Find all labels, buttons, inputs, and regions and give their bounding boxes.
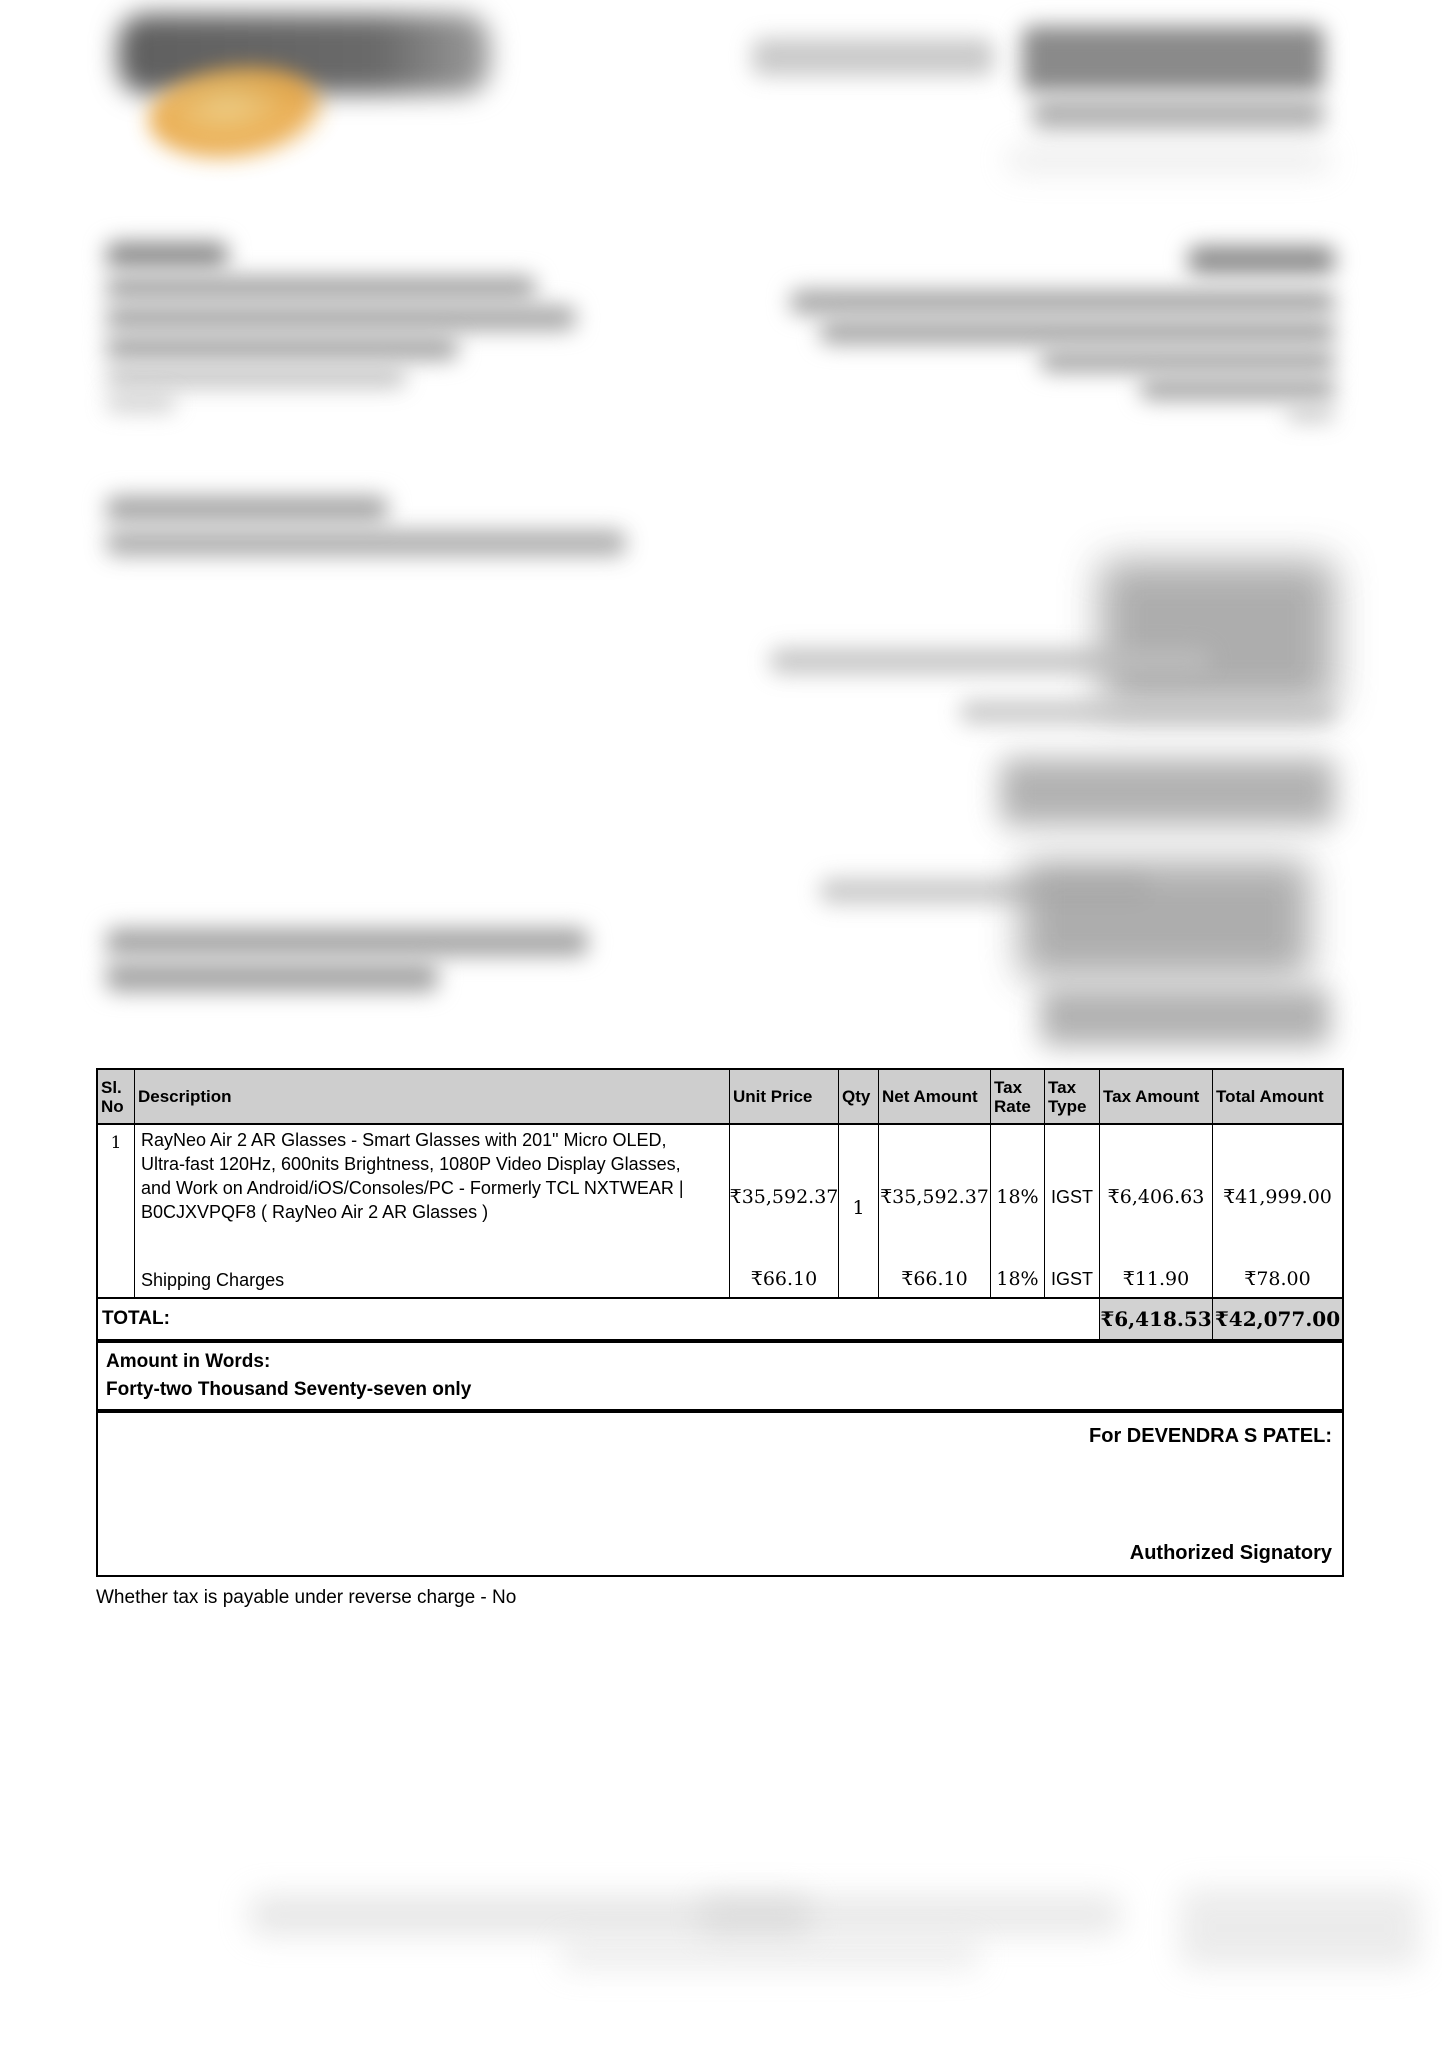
redacted-address-line	[106, 306, 576, 330]
shipping-qty-empty	[839, 1290, 878, 1297]
redacted-address-line	[106, 366, 406, 388]
amount-in-words-label: Amount in Words:	[106, 1351, 271, 1372]
redacted-billing-address-line	[1040, 350, 1335, 372]
redacted-pan-line	[106, 496, 388, 522]
redacted-address-line	[106, 276, 536, 300]
column-header-tax-rate: Tax Rate	[991, 1070, 1045, 1125]
item-tax-amount-cell	[1100, 1125, 1213, 1299]
redacted-gst-line	[106, 530, 626, 556]
column-header-sl-no: Sl. No	[98, 1070, 135, 1125]
total-row-label: TOTAL:	[98, 1299, 1100, 1339]
item-total-amount: ₹41,999.00	[1223, 1185, 1332, 1208]
redacted-shipping-address-line	[960, 700, 1335, 724]
total-grand-amount: ₹42,077.00	[1213, 1299, 1342, 1339]
redacted-order-number-line	[106, 928, 588, 956]
item-unit-price: ₹35,592.37	[729, 1185, 839, 1208]
item-net-amount-cell	[879, 1125, 991, 1299]
item-tax-rate: 18%	[996, 1185, 1039, 1208]
redacted-shipping-address-line	[770, 648, 1210, 674]
item-tax-amount: ₹6,406.63	[1107, 1185, 1205, 1208]
signature-box	[96, 1411, 1344, 1577]
shipping-total-amount: ₹78.00	[1244, 1268, 1311, 1290]
signature-for-label: For DEVENDRA S PATEL:	[1089, 1425, 1332, 1447]
column-header-unit-price: Unit Price	[730, 1070, 839, 1125]
column-header-total-amount: Total Amount	[1213, 1070, 1342, 1125]
item-tax-rate-cell	[991, 1125, 1045, 1299]
redacted-place-of-supply-block	[1000, 758, 1335, 826]
redacted-footer-line	[560, 1940, 980, 1970]
shipping-tax-rate: 18%	[996, 1268, 1039, 1290]
item-qty-cell	[839, 1125, 879, 1299]
total-tax-amount: ₹6,418.53	[1100, 1299, 1213, 1339]
item-tax-type-cell	[1045, 1125, 1100, 1299]
column-header-qty: Qty	[839, 1070, 879, 1125]
column-header-net-amount: Net Amount	[879, 1070, 991, 1125]
item-unit-price-cell	[730, 1125, 839, 1299]
redacted-billing-address-label	[1188, 246, 1335, 274]
redacted-billing-country-line	[1286, 406, 1335, 422]
redacted-address-line	[106, 336, 458, 360]
reverse-charge-note: Whether tax is payable under reverse charge - No	[96, 1587, 517, 1608]
shipping-unit-price: ₹66.10	[750, 1268, 818, 1290]
shipping-tax-type: IGST	[1050, 1269, 1093, 1289]
redacted-billing-address-line	[820, 320, 1335, 344]
redacted-doc-title-line	[752, 38, 994, 76]
redacted-invoice-number-block	[1020, 860, 1310, 978]
redacted-doc-subtitle-line	[1032, 98, 1324, 130]
amount-in-words-value: Forty-two Thousand Seventy-seven only	[106, 1379, 472, 1400]
redacted-footer-line	[700, 1895, 1120, 1935]
item-description-cell	[135, 1125, 730, 1299]
redacted-invoice-date-block	[1040, 988, 1330, 1046]
shipping-tax-amount: ₹11.90	[1122, 1268, 1190, 1290]
amount-in-words-box	[96, 1341, 1344, 1411]
column-header-description: Description	[135, 1070, 730, 1125]
item-qty: 1	[852, 1196, 865, 1219]
shipping-charges-label: Shipping Charges	[141, 1270, 285, 1290]
redacted-sold-by-label	[106, 242, 228, 268]
invoice-content	[96, 1068, 1344, 1609]
item-sl-no: 1	[98, 1125, 135, 1299]
invoice-line-items-table	[96, 1068, 1344, 1341]
redacted-billing-address-line	[1140, 378, 1335, 400]
column-header-tax-type: Tax Type	[1045, 1070, 1100, 1125]
redacted-order-date-line	[106, 962, 438, 992]
item-total-amount-cell	[1213, 1125, 1342, 1299]
redacted-footer-line	[1180, 1888, 1420, 1968]
column-header-tax-amount: Tax Amount	[1100, 1070, 1213, 1125]
item-tax-type: IGST	[1050, 1186, 1093, 1207]
redacted-billing-address-line	[790, 290, 1335, 314]
redacted-doc-subtitle-line	[1008, 148, 1330, 172]
shipping-net-amount: ₹66.10	[901, 1268, 968, 1290]
redacted-doc-title-line	[1022, 26, 1324, 92]
redacted-address-line	[106, 394, 176, 412]
item-net-amount: ₹35,592.37	[880, 1185, 989, 1208]
redacted-shipping-address-block	[1100, 560, 1335, 708]
item-description: RayNeo Air 2 AR Glasses - Smart Glasses with 201" Micro OLED, Ultra-fast 120Hz, 600nits Brightness, 1080P Video Display Glasses, and Work on Android/iOS/Consoles/PC - Formerly TCL NXTWEAR | B0CJXVPQF8 ( RayNeo Air 2 AR Glasses )	[141, 1130, 684, 1222]
authorized-signatory-label: Authorized Signatory	[1129, 1542, 1332, 1564]
